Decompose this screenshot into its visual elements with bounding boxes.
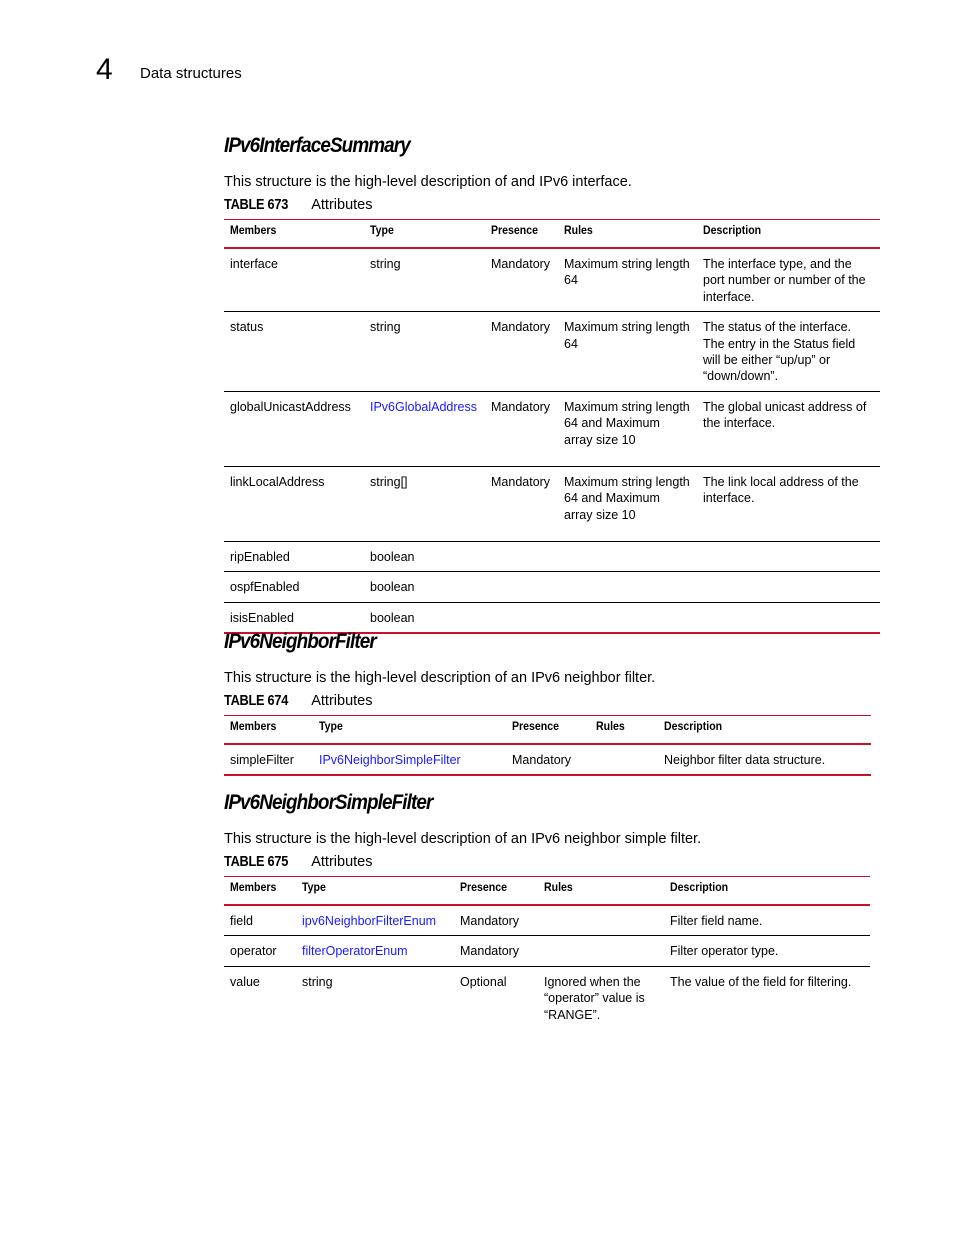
column-header: Members [224, 716, 313, 745]
cell-presence: Mandatory [485, 391, 558, 466]
table-row [224, 936, 870, 966]
table-header-row [224, 877, 870, 906]
table-caption-text: Attributes [311, 693, 373, 709]
section-description: This structure is the high-level description of an IPv6 neighbor filter. [224, 670, 656, 686]
attributes-table [224, 715, 871, 776]
attributes-table [224, 876, 870, 1029]
cell-type-link[interactable]: IPv6GlobalAddress [364, 391, 485, 466]
cell-presence: Optional [460, 974, 507, 989]
table-row [224, 248, 880, 312]
cell-type-link[interactable]: ipv6NeighborFilterEnum [296, 905, 454, 936]
cell-type: string [364, 248, 485, 312]
cell-rules [538, 936, 664, 966]
cell-member: isisEnabled [224, 602, 364, 633]
cell-description: The value of the field for filtering. [670, 974, 852, 989]
column-header: Presence [506, 716, 590, 745]
cell-rules [538, 905, 664, 936]
cell-type: string[] [364, 466, 485, 541]
cell-rules: Maximum string length 64 [558, 248, 697, 312]
column-header: Description [664, 877, 870, 906]
column-header: Members [224, 877, 296, 906]
table-row [224, 572, 880, 602]
cell-presence: Mandatory [485, 312, 558, 392]
table-caption [224, 853, 870, 871]
cell-member: value [230, 974, 260, 989]
cell-rules: Ignored when the “operator” value is “RANGE”. [544, 974, 645, 1022]
section-title: IPv6NeighborFilter [224, 630, 376, 653]
section-description: This structure is the high-level description of and IPv6 interface. [224, 174, 632, 190]
cell-description: The link local address of the interface. [697, 466, 880, 541]
cell-description: Filter operator type. [664, 936, 870, 966]
table-caption-text: Attributes [311, 197, 373, 213]
table-row [224, 744, 871, 775]
cell-presence: Mandatory [454, 905, 538, 936]
column-header: Type [364, 220, 485, 249]
cell-presence: Mandatory [454, 936, 538, 966]
cell-rules: Maximum string length 64 [558, 312, 697, 392]
cell-member: status [224, 312, 364, 392]
section-description: This structure is the high-level description of an IPv6 neighbor simple filter. [224, 831, 702, 847]
column-header: Rules [538, 877, 664, 906]
cell-presence: Mandatory [506, 744, 590, 775]
column-header: Rules [590, 716, 658, 745]
column-header: Rules [558, 220, 697, 249]
section-title: IPv6InterfaceSummary [224, 134, 410, 157]
section-ipv6-neighbor-filter [224, 629, 871, 776]
column-header: Presence [454, 877, 538, 906]
table-header-row [224, 716, 871, 745]
cell-member: globalUnicastAddress [224, 391, 364, 466]
table-row [224, 312, 880, 392]
cell-presence [485, 572, 558, 602]
table-number: TABLE 674 [224, 693, 289, 709]
cell-member: operator [224, 936, 296, 966]
cell-type: boolean [364, 541, 485, 571]
cell-member: ospfEnabled [224, 572, 364, 602]
cell-member: simpleFilter [224, 744, 313, 775]
cell-type: boolean [364, 572, 485, 602]
cell-description [697, 541, 880, 571]
cell-description [697, 572, 880, 602]
cell-rules [590, 744, 658, 775]
table-row [224, 966, 870, 1029]
cell-member: ripEnabled [224, 541, 364, 571]
section-title: IPv6NeighborSimpleFilter [224, 791, 433, 814]
table-header-row [224, 220, 880, 249]
column-header: Members [224, 220, 364, 249]
cell-type: boolean [364, 602, 485, 633]
cell-member: field [224, 905, 296, 936]
cell-rules [558, 572, 697, 602]
cell-presence: Mandatory [485, 248, 558, 312]
cell-type: string [302, 974, 333, 989]
cell-member: linkLocalAddress [224, 466, 364, 541]
chapter-number: 4 [96, 53, 113, 86]
attributes-table [224, 219, 880, 634]
table-row [224, 905, 870, 936]
table-caption-text: Attributes [311, 854, 373, 870]
cell-rules [558, 541, 697, 571]
table-row [224, 466, 880, 541]
table-row [224, 541, 880, 571]
cell-rules: Maximum string length 64 and Maximum array size 10 [558, 391, 697, 466]
column-header: Presence [485, 220, 558, 249]
column-header: Type [296, 877, 454, 906]
cell-rules: Maximum string length 64 and Maximum array size 10 [558, 466, 697, 541]
cell-type-link[interactable]: filterOperatorEnum [296, 936, 454, 966]
cell-member: interface [224, 248, 364, 312]
cell-type: string [364, 312, 485, 392]
cell-description: The status of the interface. The entry in the Status field will be either “up/up” or “down/down”. [697, 312, 880, 392]
table-number: TABLE 675 [224, 854, 289, 870]
cell-description: The interface type, and the port number or number of the interface. [697, 248, 880, 312]
cell-presence: Mandatory [485, 466, 558, 541]
section-ipv6-neighbor-simple-filter [224, 790, 870, 1029]
column-header: Description [658, 716, 871, 745]
cell-description: Neighbor filter data structure. [658, 744, 871, 775]
table-caption [224, 692, 871, 710]
cell-presence [485, 541, 558, 571]
cell-type-link[interactable]: IPv6NeighborSimpleFilter [313, 744, 506, 775]
column-header: Type [313, 716, 506, 745]
section-ipv6-interface-summary [224, 133, 880, 634]
cell-description: The global unicast address of the interface. [697, 391, 880, 466]
table-caption [224, 196, 880, 214]
table-number: TABLE 673 [224, 197, 289, 213]
chapter-title: Data structures [140, 65, 242, 82]
column-header: Description [697, 220, 880, 249]
cell-description: Filter field name. [664, 905, 870, 936]
table-row [224, 391, 880, 466]
